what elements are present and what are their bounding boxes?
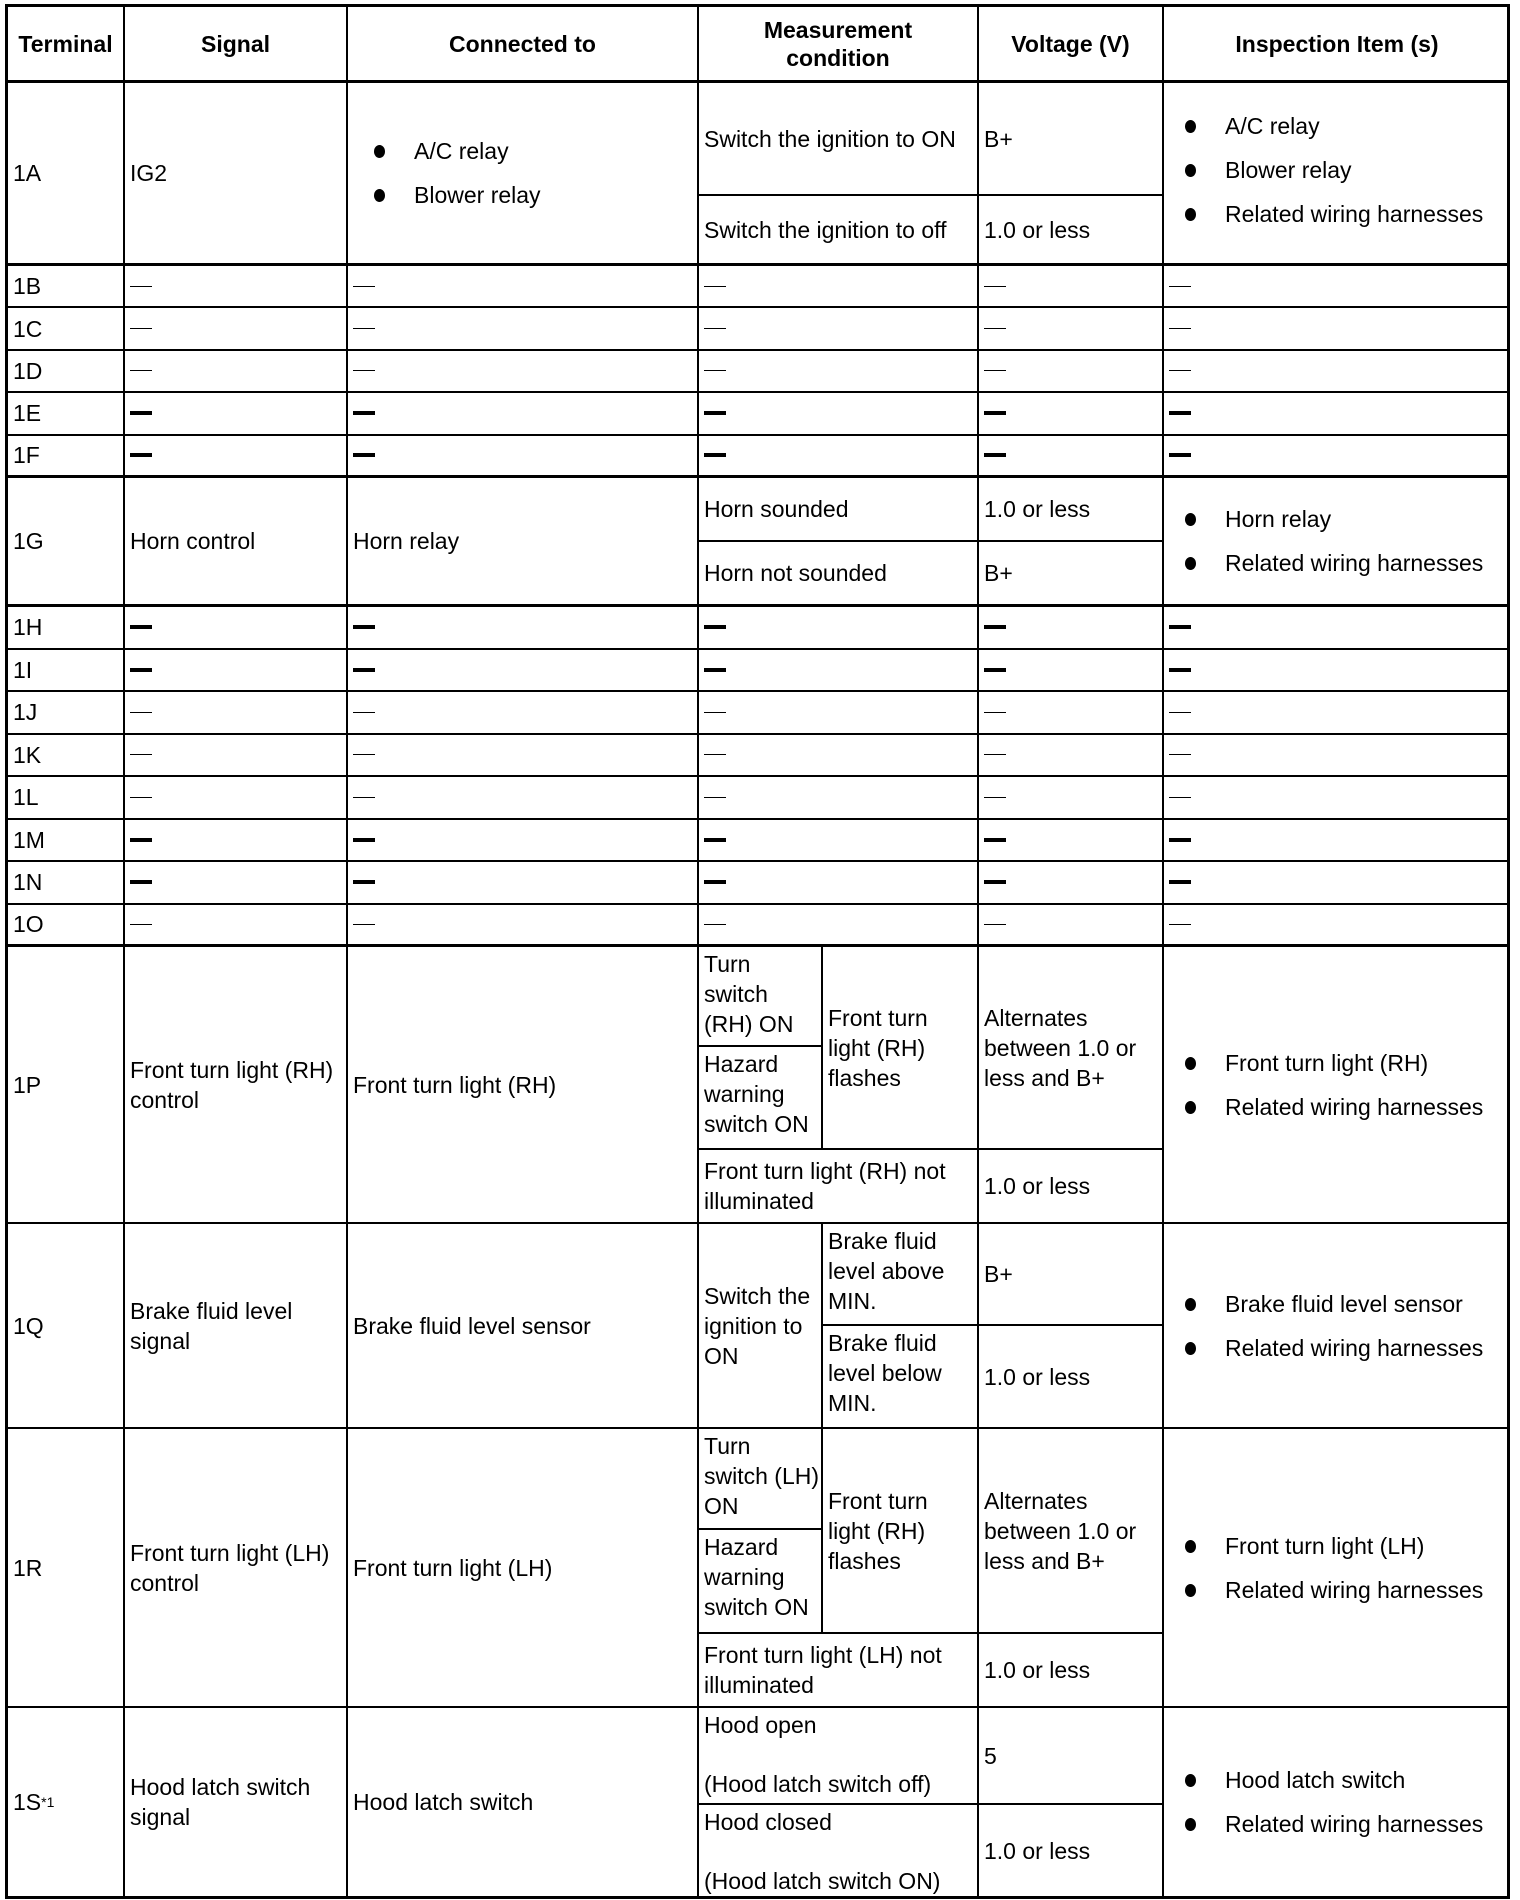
empty-value-cell	[1164, 436, 1510, 478]
dash-placeholder	[353, 328, 375, 329]
inspection-list	[1169, 1044, 1483, 1126]
dash-placeholder	[984, 625, 1006, 629]
voltage-cell: 1.0 or less	[979, 196, 1164, 266]
empty-value-cell	[1164, 266, 1510, 308]
list-item: Related wiring harnesses	[1169, 1333, 1483, 1363]
terminal-cell: 1E	[8, 393, 125, 435]
list-item: Front turn light (LH)	[1169, 1531, 1483, 1561]
empty-value-cell	[979, 777, 1164, 820]
empty-value-cell	[1164, 607, 1510, 650]
dash-placeholder	[130, 370, 152, 371]
dash-placeholder	[1169, 328, 1191, 329]
dash-placeholder	[130, 924, 152, 925]
connected-to-cell: Horn relay	[348, 478, 699, 607]
condition-result-cell: Front turn light (RH) flashes	[823, 947, 979, 1150]
connected-to-cell: Front turn light (LH)	[348, 1429, 699, 1708]
connected-to-cell: Front turn light (RH)	[348, 947, 699, 1224]
dash-placeholder	[130, 668, 152, 672]
terminal-cell: 1S *1	[8, 1708, 125, 1896]
empty-value-cell	[979, 650, 1164, 693]
empty-value-cell	[699, 308, 979, 350]
connected-to-cell	[348, 83, 699, 266]
header-terminal: Terminal	[8, 7, 125, 83]
dash-placeholder	[1169, 625, 1191, 629]
dash-placeholder	[704, 328, 726, 329]
empty-value-cell	[1164, 735, 1510, 778]
dash-placeholder	[704, 924, 726, 925]
dash-placeholder	[130, 625, 152, 629]
empty-value-cell	[348, 777, 699, 820]
empty-value-cell	[348, 862, 699, 905]
condition-cell: Horn not sounded	[699, 542, 979, 607]
dash-placeholder	[1169, 668, 1191, 672]
empty-value-cell	[348, 607, 699, 650]
voltage-cell: 1.0 or less	[979, 1326, 1164, 1429]
empty-value-cell	[348, 735, 699, 778]
dash-placeholder	[704, 370, 726, 371]
voltage-cell: B+	[979, 83, 1164, 196]
condition-cell: Hazard warning switch ON	[699, 1530, 823, 1634]
inspection-cell	[1164, 1224, 1510, 1429]
dash-placeholder	[704, 880, 726, 884]
dash-placeholder	[984, 328, 1006, 329]
empty-value-cell	[979, 862, 1164, 905]
dash-placeholder	[984, 838, 1006, 842]
dash-placeholder	[130, 880, 152, 884]
dash-placeholder	[353, 625, 375, 629]
empty-value-cell	[1164, 308, 1510, 350]
terminal-cell: 1Q	[8, 1224, 125, 1429]
condition-cell: Switch the ignition to ON	[699, 83, 979, 196]
dash-placeholder	[353, 370, 375, 371]
empty-value-cell	[1164, 692, 1510, 735]
empty-value-cell	[979, 820, 1164, 863]
empty-value-cell	[699, 650, 979, 693]
terminal-cell: 1C	[8, 308, 125, 350]
empty-value-cell	[699, 820, 979, 863]
condition-result-cell: Front turn light (RH) flashes	[823, 1429, 979, 1634]
dash-placeholder	[353, 880, 375, 884]
inspection-cell	[1164, 1429, 1510, 1708]
dash-placeholder	[1169, 797, 1191, 798]
inspection-list	[1169, 1761, 1483, 1843]
list-item: Horn relay	[1169, 504, 1483, 534]
condition-cell: Brake fluid level above MIN.	[823, 1224, 979, 1326]
empty-value-cell	[125, 862, 348, 905]
empty-value-cell	[979, 692, 1164, 735]
empty-value-cell	[699, 862, 979, 905]
connected-to-cell: Brake fluid level sensor	[348, 1224, 699, 1429]
empty-value-cell	[125, 905, 348, 948]
condition-cell	[699, 1708, 979, 1805]
condition-line: (Hood latch switch ON)	[704, 1868, 941, 1894]
dash-placeholder	[130, 286, 152, 287]
dash-placeholder	[704, 453, 726, 457]
empty-value-cell	[348, 650, 699, 693]
empty-value-cell	[979, 266, 1164, 308]
terminal-cell: 1G	[8, 478, 125, 607]
empty-value-cell	[125, 393, 348, 435]
empty-value-cell	[348, 905, 699, 948]
empty-value-cell	[979, 735, 1164, 778]
empty-value-cell	[979, 308, 1164, 350]
voltage-cell: B+	[979, 542, 1164, 607]
voltage-cell: 1.0 or less	[979, 478, 1164, 542]
empty-value-cell	[979, 607, 1164, 650]
dash-placeholder	[353, 668, 375, 672]
condition-line: (Hood latch switch off)	[704, 1771, 932, 1797]
signal-cell: Front turn light (RH) control	[125, 947, 348, 1224]
dash-placeholder	[704, 754, 726, 755]
condition-line: Hood closed	[704, 1809, 832, 1835]
empty-value-cell	[125, 266, 348, 308]
empty-value-cell	[348, 820, 699, 863]
condition-cell: Front turn light (LH) not illuminated	[699, 1634, 979, 1708]
terminal-inspection-table	[5, 4, 1510, 1899]
empty-value-cell	[1164, 905, 1510, 948]
empty-value-cell	[125, 735, 348, 778]
empty-value-cell	[1164, 862, 1510, 905]
dash-placeholder	[130, 797, 152, 798]
header-voltage: Voltage (V)	[979, 7, 1164, 83]
condition-cell: Turn switch (RH) ON	[699, 947, 823, 1047]
condition-cell: Brake fluid level below MIN.	[823, 1326, 979, 1429]
signal-cell: Hood latch switch signal	[125, 1708, 348, 1896]
dash-placeholder	[1169, 411, 1191, 415]
terminal-cell: 1K	[8, 735, 125, 778]
dash-placeholder	[984, 797, 1006, 798]
dash-placeholder	[704, 712, 726, 713]
empty-value-cell	[979, 351, 1164, 393]
empty-value-cell	[699, 266, 979, 308]
list-item: Related wiring harnesses	[1169, 199, 1483, 229]
dash-placeholder	[1169, 712, 1191, 713]
terminal-cell: 1A	[8, 83, 125, 266]
dash-placeholder	[704, 625, 726, 629]
empty-value-cell	[125, 308, 348, 350]
empty-value-cell	[979, 436, 1164, 478]
list-item: Related wiring harnesses	[1169, 1092, 1483, 1122]
empty-value-cell	[125, 607, 348, 650]
dash-placeholder	[984, 712, 1006, 713]
terminal-cell: 1P	[8, 947, 125, 1224]
voltage-cell: Alternates between 1.0 or less and B+	[979, 1429, 1164, 1634]
header-inspection-items: Inspection Item (s)	[1164, 7, 1510, 83]
dash-placeholder	[353, 754, 375, 755]
dash-placeholder	[984, 754, 1006, 755]
dash-placeholder	[130, 453, 152, 457]
list-item: Brake fluid level sensor	[1169, 1289, 1483, 1319]
inspection-cell	[1164, 947, 1510, 1224]
dash-placeholder	[130, 328, 152, 329]
empty-value-cell	[979, 393, 1164, 435]
inspection-cell	[1164, 478, 1510, 607]
inspection-list	[1169, 1527, 1483, 1609]
empty-value-cell	[125, 436, 348, 478]
voltage-cell: Alternates between 1.0 or less and B+	[979, 947, 1164, 1150]
dash-placeholder	[984, 370, 1006, 371]
inspection-cell	[1164, 1708, 1510, 1896]
terminal-cell: 1R	[8, 1429, 125, 1708]
dash-placeholder	[353, 838, 375, 842]
list-item: Related wiring harnesses	[1169, 1809, 1483, 1839]
voltage-cell: 1.0 or less	[979, 1634, 1164, 1708]
empty-value-cell	[1164, 351, 1510, 393]
dash-placeholder	[353, 712, 375, 713]
dash-placeholder	[1169, 838, 1191, 842]
list-item: Related wiring harnesses	[1169, 1575, 1483, 1605]
dash-placeholder	[130, 411, 152, 415]
terminal-cell: 1J	[8, 692, 125, 735]
dash-placeholder	[984, 924, 1006, 925]
dash-placeholder	[984, 880, 1006, 884]
dash-placeholder	[1169, 754, 1191, 755]
list-item: Hood latch switch	[1169, 1765, 1483, 1795]
header-measurement-condition: Measurement condition	[699, 7, 979, 83]
voltage-cell: 1.0 or less	[979, 1150, 1164, 1224]
condition-cell: Horn sounded	[699, 478, 979, 542]
list-item: A/C relay	[1169, 111, 1483, 141]
inspection-cell	[1164, 83, 1510, 266]
signal-cell: Brake fluid level signal	[125, 1224, 348, 1429]
dash-placeholder	[353, 453, 375, 457]
dash-placeholder	[1169, 453, 1191, 457]
inspection-list	[1169, 107, 1483, 233]
connected-to-cell: Hood latch switch	[348, 1708, 699, 1896]
empty-value-cell	[699, 735, 979, 778]
dash-placeholder	[704, 797, 726, 798]
header-signal: Signal	[125, 7, 348, 83]
condition-cell	[699, 1805, 979, 1896]
dash-placeholder	[984, 453, 1006, 457]
terminal-cell: 1D	[8, 351, 125, 393]
dash-placeholder	[1169, 286, 1191, 287]
list-item: Blower relay	[358, 180, 541, 210]
empty-value-cell	[1164, 820, 1510, 863]
dash-placeholder	[130, 838, 152, 842]
list-item: A/C relay	[358, 136, 541, 166]
connected-to-list	[358, 132, 541, 214]
empty-value-cell	[1164, 650, 1510, 693]
terminal-label: 1S	[13, 1789, 42, 1815]
empty-value-cell	[348, 436, 699, 478]
list-item: Related wiring harnesses	[1169, 548, 1483, 578]
dash-placeholder	[1169, 880, 1191, 884]
empty-value-cell	[979, 905, 1164, 948]
dash-placeholder	[704, 668, 726, 672]
empty-value-cell	[348, 393, 699, 435]
dash-placeholder	[704, 286, 726, 287]
dash-placeholder	[984, 286, 1006, 287]
voltage-cell: B+	[979, 1224, 1164, 1326]
dash-placeholder	[130, 712, 152, 713]
terminal-cell: 1O	[8, 905, 125, 948]
signal-cell: IG2	[125, 83, 348, 266]
empty-value-cell	[699, 777, 979, 820]
dash-placeholder	[704, 838, 726, 842]
dash-placeholder	[984, 668, 1006, 672]
dash-placeholder	[984, 411, 1006, 415]
signal-cell: Horn control	[125, 478, 348, 607]
dash-placeholder	[353, 411, 375, 415]
empty-value-cell	[125, 820, 348, 863]
dash-placeholder	[130, 754, 152, 755]
terminal-cell: 1B	[8, 266, 125, 308]
empty-value-cell	[125, 351, 348, 393]
list-item: Blower relay	[1169, 155, 1483, 185]
empty-value-cell	[348, 351, 699, 393]
empty-value-cell	[125, 650, 348, 693]
condition-cell: Switch the ignition to off	[699, 196, 979, 266]
empty-value-cell	[348, 692, 699, 735]
dash-placeholder	[1169, 924, 1191, 925]
terminal-cell: 1I	[8, 650, 125, 693]
empty-value-cell	[125, 777, 348, 820]
empty-value-cell	[699, 436, 979, 478]
header-connected-to: Connected to	[348, 7, 699, 83]
condition-cell: Front turn light (RH) not illuminated	[699, 1150, 979, 1224]
empty-value-cell	[1164, 777, 1510, 820]
terminal-cell: 1M	[8, 820, 125, 863]
inspection-list	[1169, 1285, 1483, 1367]
condition-line: Hood open	[704, 1712, 817, 1738]
dash-placeholder	[704, 411, 726, 415]
condition-cell: Turn switch (LH) ON	[699, 1429, 823, 1530]
dash-placeholder	[353, 797, 375, 798]
empty-value-cell	[348, 308, 699, 350]
dash-placeholder	[353, 924, 375, 925]
condition-cell: Switch the ignition to ON	[699, 1224, 823, 1429]
empty-value-cell	[699, 393, 979, 435]
list-item: Front turn light (RH)	[1169, 1048, 1483, 1078]
dash-placeholder	[353, 286, 375, 287]
terminal-cell: 1L	[8, 777, 125, 820]
condition-cell: Hazard warning switch ON	[699, 1047, 823, 1150]
voltage-cell: 1.0 or less	[979, 1805, 1164, 1896]
voltage-cell: 5	[979, 1708, 1164, 1805]
signal-cell: Front turn light (LH) control	[125, 1429, 348, 1708]
empty-value-cell	[699, 905, 979, 948]
empty-value-cell	[125, 692, 348, 735]
empty-value-cell	[1164, 393, 1510, 435]
inspection-list	[1169, 500, 1483, 582]
empty-value-cell	[348, 266, 699, 308]
empty-value-cell	[699, 692, 979, 735]
empty-value-cell	[699, 607, 979, 650]
empty-value-cell	[699, 351, 979, 393]
terminal-cell: 1N	[8, 862, 125, 905]
dash-placeholder	[1169, 370, 1191, 371]
terminal-cell: 1F	[8, 436, 125, 478]
terminal-cell: 1H	[8, 607, 125, 650]
